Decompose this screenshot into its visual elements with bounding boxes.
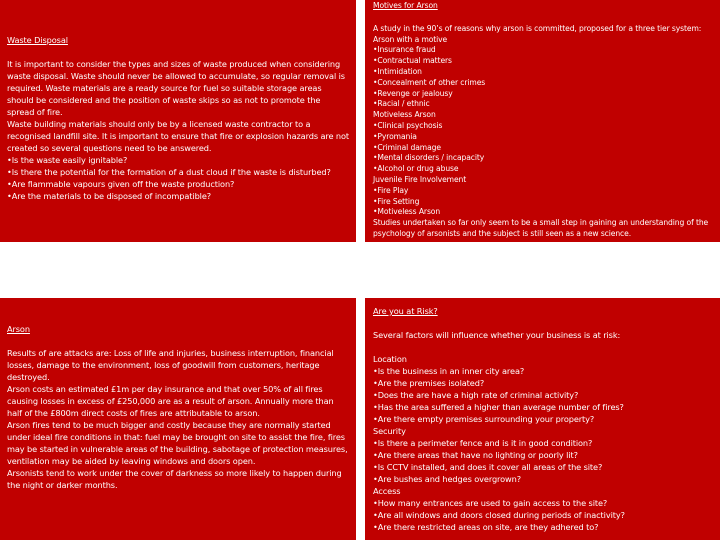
bullet-item: •Racial / ethnic [373, 99, 430, 109]
bullet-item: •Are there restricted areas on site, are they adhered to? [373, 522, 599, 532]
slide-title: Are you at Risk? [373, 306, 438, 316]
bullet-item: •Criminal damage [373, 142, 441, 152]
bullet-item: •Has the area suffered a higher than average number of fires? [373, 402, 624, 412]
paragraph: Studies undertaken so far only seem to be a small step in gaining an understanding of the psychology of arsonists and the subject is still seen as a new science. [373, 218, 709, 238]
bullet-item: •How many entrances are used to gain access to the site? [373, 498, 608, 508]
bullet-item: •Is the business in an inner city area? [373, 366, 525, 376]
slide-title: Motives for Arson [373, 1, 438, 10]
slide-arson [0, 298, 356, 540]
bullet-item: •Motiveless Arson [373, 207, 441, 217]
bullet-item: •Is the waste easily ignitable? [7, 155, 128, 165]
paragraph: A study in the 90’s of reasons why arson is committed, proposed for a three tier system: [373, 23, 702, 33]
bullet-item: •Revenge or jealousy [373, 88, 453, 98]
bullet-item: •Concealment of other crimes [373, 77, 486, 87]
paragraph: Results of are attacks are: Loss of life and injuries, business interruption, financial losses, damage to the environment, loss of goodwill from customers, heritage destroyed. [7, 348, 334, 382]
category-heading: Motiveless Arson [373, 110, 436, 120]
category-heading: Security [373, 426, 406, 436]
category-heading: Access [373, 486, 401, 496]
bullet-item: •Are there empty premises surrounding your property? [373, 414, 595, 424]
paragraph: Arson costs an estimated £1m per day insurance and that over 50% of all fires causing losses in excess of £250,000 are as a result of arson. Annually more than half of the £800m direct costs of fires are attributable to arson. [7, 384, 334, 418]
bullet-item: •Is there the potential for the formation of a dust cloud if the waste is disturbed? [7, 167, 331, 177]
bullet-item: •Are the materials to be disposed of incompatible? [7, 191, 212, 201]
category-heading: Arson with a motive [373, 34, 448, 44]
slide-title: Arson [7, 324, 30, 334]
bullet-item: •Are bushes and hedges overgrown? [373, 474, 521, 484]
bullet-item: •Is CCTV installed, and does it cover all areas of the site? [373, 462, 603, 472]
bullet-item: •Does the are have a high rate of criminal activity? [373, 390, 579, 400]
bullet-item: •Fire Play [373, 185, 409, 195]
bullet-item: •Contractual matters [373, 56, 452, 66]
bullet-item: •Are the premises isolated? [373, 378, 485, 388]
bullet-item: •Clinical psychosis [373, 120, 443, 130]
bullet-item: •Pyromania [373, 131, 417, 141]
paragraph: Waste building materials should only be by a licensed waste contractor to a recognised landfill site. It is important to ensure that fire or explosion hazards are not created so several questions need to be answered. [7, 119, 350, 153]
category-heading: Juvenile Fire Involvement [373, 174, 467, 184]
bullet-item: •Fire Setting [373, 196, 420, 206]
slide-title: Waste Disposal [7, 35, 68, 45]
bullet-item: •Insurance fraud [373, 45, 436, 55]
paragraph: It is important to consider the types and sizes of waste produced when considering waste disposal. Waste should never be allowed to accumulate, so regular removal is required. Waste materials are a ready source for fuel so suitable storage areas should be considered and the position of waste skips so as not to promote the spread of fire. [7, 59, 345, 117]
bullet-item: •Mental disorders / incapacity [373, 153, 485, 163]
paragraph: Arsonists tend to work under the cover of darkness so more likely to happen during the night or darker months. [7, 468, 342, 490]
bullet-item: •Are flammable vapours given off the waste production? [7, 179, 235, 189]
bullet-item: •Alcohol or drug abuse [373, 164, 459, 174]
paragraph: Arson fires tend to be much bigger and costly because they are normally started under ideal fire conditions in that: fuel may be brought on site to assist the fire, fires may be started in vulnerable areas of the building, sabotage of protection measures, ventilation may be aided by leaving windows and doors open. [7, 420, 348, 466]
bullet-item: •Intimidation [373, 66, 422, 76]
slide-motives-for-arson [365, 0, 720, 242]
bullet-item: •Is there a perimeter fence and is it in good condition? [373, 438, 593, 448]
bullet-item: •Are there areas that have no lighting or poorly lit? [373, 450, 578, 460]
slide-are-you-at-risk [365, 298, 720, 540]
intro-text: Several factors will influence whether your business is at risk: [373, 330, 621, 340]
bullet-item: •Are all windows and doors closed during periods of inactivity? [373, 510, 625, 520]
category-heading: Location [373, 354, 407, 364]
slide-waste-disposal [0, 0, 356, 242]
